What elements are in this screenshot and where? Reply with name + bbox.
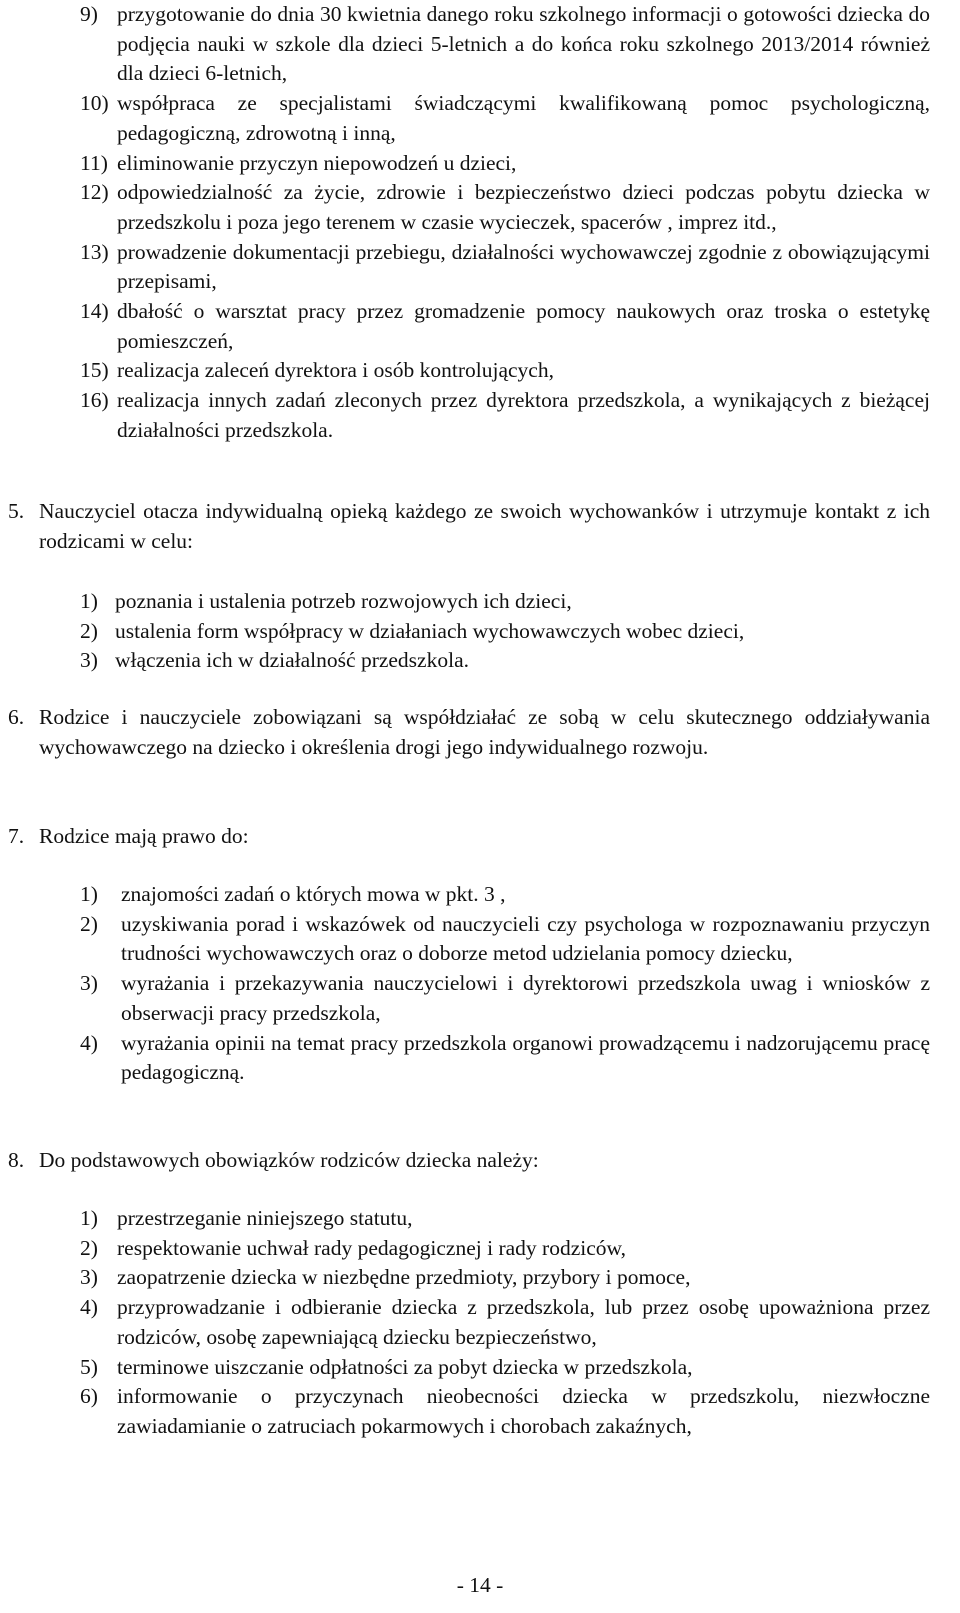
list-item bbox=[80, 617, 930, 647]
list-item-number: 11) bbox=[80, 150, 108, 175]
section-7 bbox=[8, 822, 930, 852]
list-item-text: uzyskiwania porad i wskazówek od nauczycieli czy psychologa w rozpoznawaniu przyczyn trudności wychowawczych oraz o doborze metod udzielania pomocy dziecku, bbox=[121, 911, 930, 966]
list-item-text: wyrażania i przekazywania nauczycielowi i dyrektorowi przedszkola uwag i wniosków z obserwacji pracy przedszkola, bbox=[121, 971, 930, 1025]
list-item bbox=[80, 356, 930, 386]
list-item-text: eliminowanie przyczyn niepowodzeń u dzieci, bbox=[117, 150, 517, 175]
list-item-text: przyprowadzanie i odbieranie dziecka z przedszkola, lub przez osobę upoważniona przez rodziców, osobę zapewniającą dziecku bezpieczeństwo, bbox=[117, 1295, 930, 1349]
list-item bbox=[80, 149, 930, 179]
list-item-text: przestrzeganie niniejszego statutu, bbox=[117, 1206, 413, 1230]
list-item bbox=[80, 0, 930, 89]
list-item-text: zaopatrzenie dziecka w niezbędne przedmioty, przybory i pomoce, bbox=[117, 1265, 691, 1290]
list-item-number: 2) bbox=[80, 911, 98, 936]
list-item-text: prowadzenie dokumentacji przebiegu, działalności wychowawczej zgodnie z obowiązującymi przepisami, bbox=[117, 239, 930, 294]
section-8 bbox=[8, 1146, 930, 1176]
list-item bbox=[80, 386, 930, 445]
section-text: Rodzice mają prawo do: bbox=[39, 824, 249, 848]
list-item bbox=[80, 910, 930, 969]
list-item-number: 3) bbox=[80, 1265, 98, 1290]
section-number: 5. bbox=[8, 499, 25, 523]
section-text: Do podstawowych obowiązków rodziców dziecka należy: bbox=[39, 1148, 539, 1172]
list-item bbox=[80, 1353, 930, 1383]
list-item-number: 1) bbox=[80, 882, 98, 906]
list-item-text: informowanie o przyczynach nieobecności dziecka w przedszkolu, niezwłoczne zawiadamianie o zatruciach pokarmowych i chorobach zakaźnych, bbox=[117, 1384, 930, 1438]
list-item-number: 2) bbox=[80, 1235, 98, 1260]
section-6 bbox=[8, 703, 930, 762]
list-item-number: 4) bbox=[80, 1030, 98, 1055]
list-item-text: realizacja innych zadań zleconych przez dyrektora przedszkola, a wynikających z bieżącej działalności przedszkola. bbox=[117, 388, 930, 442]
section-7-list bbox=[80, 880, 930, 1088]
list-item-number: 10) bbox=[80, 91, 109, 116]
section-number: 6. bbox=[8, 705, 25, 729]
list-item-number: 6) bbox=[80, 1384, 98, 1409]
section-8-list bbox=[80, 1204, 930, 1442]
list-item-number: 16) bbox=[80, 388, 109, 413]
list-item-number: 15) bbox=[80, 358, 109, 383]
list-item-text: poznania i ustalenia potrzeb rozwojowych ich dzieci, bbox=[115, 589, 572, 613]
list-item-text: włączenia ich w działalność przedszkola. bbox=[115, 648, 469, 673]
list-item bbox=[80, 1204, 930, 1234]
list-item-text: znajomości zadań o których mowa w pkt. 3 , bbox=[121, 882, 506, 906]
list-item-number: 13) bbox=[80, 239, 109, 264]
list-item-number: 2) bbox=[80, 618, 98, 643]
list-item bbox=[80, 880, 930, 910]
section-number: 8. bbox=[8, 1148, 25, 1172]
list-item-number: 5) bbox=[80, 1354, 98, 1379]
section-text: Nauczyciel otacza indywidualną opieką każdego ze swoich wychowanków i utrzymuje kontakt z ich rodzicami w celu: bbox=[39, 499, 930, 553]
list-item-number: 3) bbox=[80, 971, 98, 996]
list-item-number: 9) bbox=[80, 2, 98, 26]
list-item bbox=[80, 89, 930, 148]
list-item bbox=[80, 646, 930, 676]
list-item bbox=[80, 969, 930, 1028]
list-item-text: realizacja zaleceń dyrektora i osób kontrolujących, bbox=[117, 358, 554, 383]
list-item-text: współpraca ze specjalistami świadczącymi kwalifikowaną pomoc psychologiczną, pedagogiczną, zdrowotną i inną, bbox=[117, 91, 930, 145]
list-item-number: 3) bbox=[80, 648, 98, 673]
list-item bbox=[80, 1293, 930, 1352]
section-text: Rodzice i nauczyciele zobowiązani są współdziałać ze sobą w celu skutecznego oddziaływania wychowawczego na dziecko i określenia drogi jego indywidualnego rozwoju. bbox=[39, 705, 930, 759]
section-5 bbox=[8, 497, 930, 556]
list-item-number: 12) bbox=[80, 180, 109, 205]
list-item bbox=[80, 178, 930, 237]
list-item bbox=[80, 1234, 930, 1264]
list-item bbox=[80, 1382, 930, 1441]
list-item-text: ustalenia form współpracy w działaniach wychowawczych wobec dzieci, bbox=[115, 618, 745, 643]
list-item bbox=[80, 1263, 930, 1293]
list-item-text: wyrażania opinii na temat pracy przedszkola organowi prowadzącemu i nadzorującemu pracę pedagogiczną. bbox=[121, 1030, 930, 1085]
page-number: - 14 - bbox=[456, 1573, 504, 1597]
list-item bbox=[80, 1029, 930, 1088]
list-item-text: respektowanie uchwał rady pedagogicznej i rady rodziców, bbox=[117, 1235, 627, 1260]
list-item-number: 1) bbox=[80, 1206, 98, 1230]
list-item-text: odpowiedzialność za życie, zdrowie i bezpieczeństwo dzieci podczas pobytu dziecka w przedszkolu i poza jego terenem w czasie wycieczek, spacerów , imprez itd., bbox=[117, 180, 930, 234]
list-item-number: 14) bbox=[80, 299, 109, 324]
list-item bbox=[80, 238, 930, 297]
list-top bbox=[80, 0, 930, 446]
section-number: 7. bbox=[8, 824, 25, 848]
list-item-number: 4) bbox=[80, 1295, 98, 1320]
list-item-text: dbałość o warsztat pracy przez gromadzenie pomocy naukowych oraz troska o estetykę pomieszczeń, bbox=[117, 299, 930, 353]
section-5-list bbox=[80, 587, 930, 676]
list-item-text: terminowe uiszczanie odpłatności za pobyt dziecka w przedszkola, bbox=[117, 1354, 693, 1379]
list-item bbox=[80, 587, 930, 617]
list-item-text: przygotowanie do dnia 30 kwietnia danego roku szkolnego informacji o gotowości dziecka do podjęcia nauki w szkole dla dzieci 5-letnich a do końca roku szkolnego 2013/2014 również dla dzieci 6-letnich, bbox=[117, 2, 930, 86]
list-item bbox=[80, 297, 930, 356]
list-item-number: 1) bbox=[80, 589, 98, 613]
